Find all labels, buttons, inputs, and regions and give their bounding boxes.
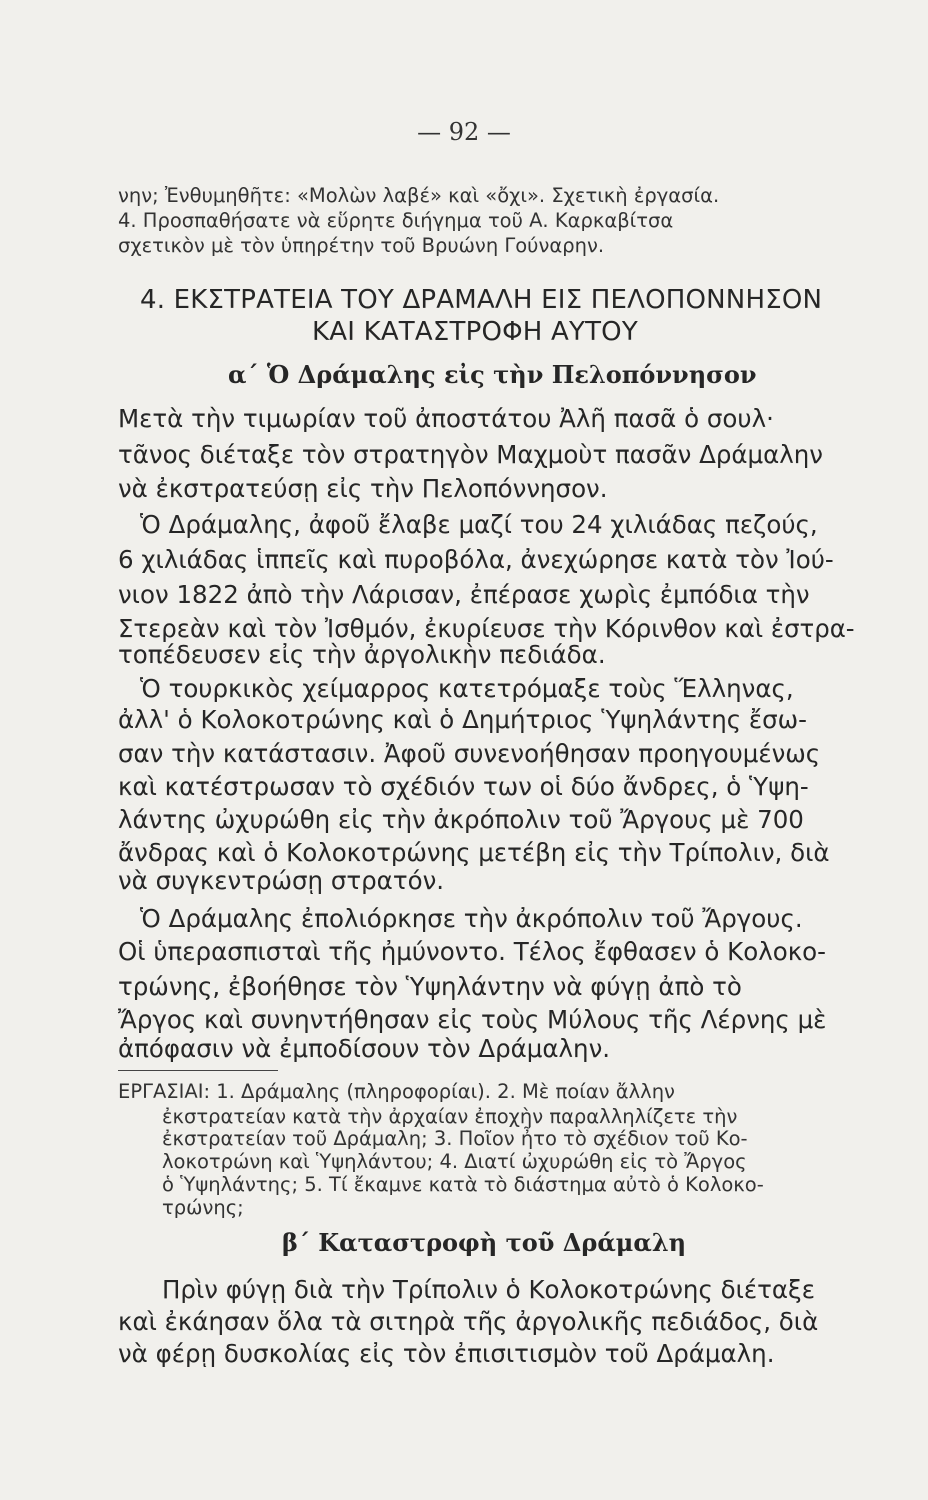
body-line: Ὁ Δράμαλης ἐπολιόρκησε τὴν ἀκρόπολιν τοῦ Ἄργους. — [140, 904, 803, 933]
body-line: Μετὰ τὴν τιμωρίαν τοῦ ἀποστάτου Ἀλῆ πασᾶ ὁ σουλ· — [118, 404, 774, 433]
chapter-heading-line-2: ΚΑΙ ΚΑΤΑΣΤΡΟΦΗ ΑΥΤΟΥ — [312, 317, 638, 347]
intro-line: 4. Προσπαθήσατε νὰ εὕρητε διήγημα τοῦ Α. Καρκαβίτσα — [118, 209, 674, 232]
page-number: — 92 — — [417, 118, 511, 146]
body-line: λάντης ὠχυρώθη εἰς τὴν ἀκρόπολιν τοῦ Ἄργους μὲ 700 — [118, 805, 804, 834]
body-line: τρώνης, ἐβοήθησε τὸν Ὑψηλάντην νὰ φύγῃ ἀπὸ τὸ — [118, 972, 742, 1001]
exercise-line: ΕΡΓΑΣΙΑΙ: 1. Δράμαλης (πληροφορίαι). 2. Μὲ ποίαν ἄλλην — [118, 1080, 675, 1103]
section-b-title: β΄ Καταστροφὴ τοῦ Δράμαλη — [282, 1228, 687, 1257]
body-line: Ὁ τουρκικὸς χείμαρρος κατετρόμαξε τοὺς Ἕλληνας, — [140, 674, 794, 703]
body-line: Ὁ Δράμαλης, ἀφοῦ ἔλαβε μαζί του 24 χιλιάδας πεζούς, — [140, 510, 818, 539]
body-line: 6 χιλιάδας ἱππεῖς καὶ πυροβόλα, ἀνεχώρησε κατὰ τὸν Ἰού- — [118, 545, 834, 574]
exercise-line: λοκοτρώνη καὶ Ὑψηλάντου; 4. Διατί ὠχυρώθη εἰς τὸ Ἄργος — [162, 1150, 747, 1173]
body-line: νιον 1822 ἀπὸ τὴν Λάρισαν, ἐπέρασε χωρὶς ἐμπόδια τὴν — [118, 580, 810, 609]
exercise-line: τρώνης; — [162, 1196, 244, 1219]
body-line: τᾶνος διέταξε τὸν στρατηγὸν Μαχμοὺτ πασᾶν Δράμαλην — [118, 440, 823, 469]
intro-line: σχετικὸν μὲ τὸν ὑπηρέτην τοῦ Βρυώνη Γούναρην. — [118, 234, 605, 257]
exercise-line: ὁ Ὑψηλάντης; 5. Τί ἔκαμνε κατὰ τὸ διάστημα αὐτὸ ὁ Κολοκο- — [162, 1173, 764, 1196]
exercise-line: ἐκστρατείαν κατὰ τὴν ἀρχαίαν ἐποχὴν παραλληλίζετε τὴν — [162, 1105, 738, 1128]
body-line: νὰ ἐκστρατεύσῃ εἰς τὴν Πελοπόννησον. — [118, 474, 608, 503]
exercise-line: ἐκστρατείαν τοῦ Δράμαλη; 3. Ποῖον ἦτο τὸ σχέδιον τοῦ Κο- — [162, 1127, 748, 1150]
body-line: νὰ συγκεντρώσῃ στρατόν. — [118, 866, 445, 895]
body-line: ἀπόφασιν νὰ ἐμποδίσουν τὸν Δράμαλην. — [118, 1034, 611, 1063]
intro-line: νην; Ἐνθυμηθῆτε: «Μολὼν λαβέ» καὶ «ὄχι». Σχετικὴ ἐργασία. — [118, 184, 720, 207]
chapter-heading-line-1: 4. ΕΚΣΤΡΑΤΕΙΑ ΤΟΥ ΔΡΑΜΑΛΗ ΕΙΣ ΠΕΛΟΠΟΝΝΗΣΟΝ — [140, 285, 823, 315]
body-line: καὶ ἐκάησαν ὅλα τὰ σιτηρὰ τῆς ἀργολικῆς πεδιάδος, διὰ — [118, 1307, 819, 1336]
body-line: καὶ κατέστρωσαν τὸ σχέδιόν των οἱ δύο ἄνδρες, ὁ Ὑψη- — [118, 772, 809, 801]
section-divider — [118, 1070, 278, 1071]
body-line: ἀλλ' ὁ Κολοκοτρώνης καὶ ὁ Δημήτριος Ὑψηλάντης ἔσω- — [118, 705, 808, 734]
body-line: σαν τὴν κατάστασιν. Ἀφοῦ συνενοήθησαν προηγουμένως — [118, 739, 821, 768]
body-line: Πρὶν φύγῃ διὰ τὴν Τρίπολιν ὁ Κολοκοτρώνης διέταξε — [162, 1275, 815, 1304]
body-line: νὰ φέρῃ δυσκολίας εἰς τὸν ἐπισιτισμὸν τοῦ Δράμαλη. — [118, 1339, 775, 1368]
body-line: Οἱ ὑπερασπισταὶ τῆς ἠμύνοντο. Τέλος ἔφθασεν ὁ Κολοκο- — [118, 937, 826, 966]
body-line: ἄνδρας καὶ ὁ Κολοκοτρώνης μετέβη εἰς τὴν Τρίπολιν, διὰ — [118, 838, 830, 867]
body-line: τοπέδευσεν εἰς τὴν ἀργολικὴν πεδιάδα. — [118, 640, 606, 669]
section-a-title: α΄ Ὁ Δράμαλης εἰς τὴν Πελοπόννησον — [228, 360, 757, 389]
body-line: Ἄργος καὶ συνηντήθησαν εἰς τοὺς Μύλους τῆς Λέρνης μὲ — [118, 1005, 827, 1034]
body-line: Στερεὰν καὶ τὸν Ἰσθμόν, ἐκυρίευσε τὴν Κόρινθον καὶ ἐστρα- — [118, 614, 855, 643]
